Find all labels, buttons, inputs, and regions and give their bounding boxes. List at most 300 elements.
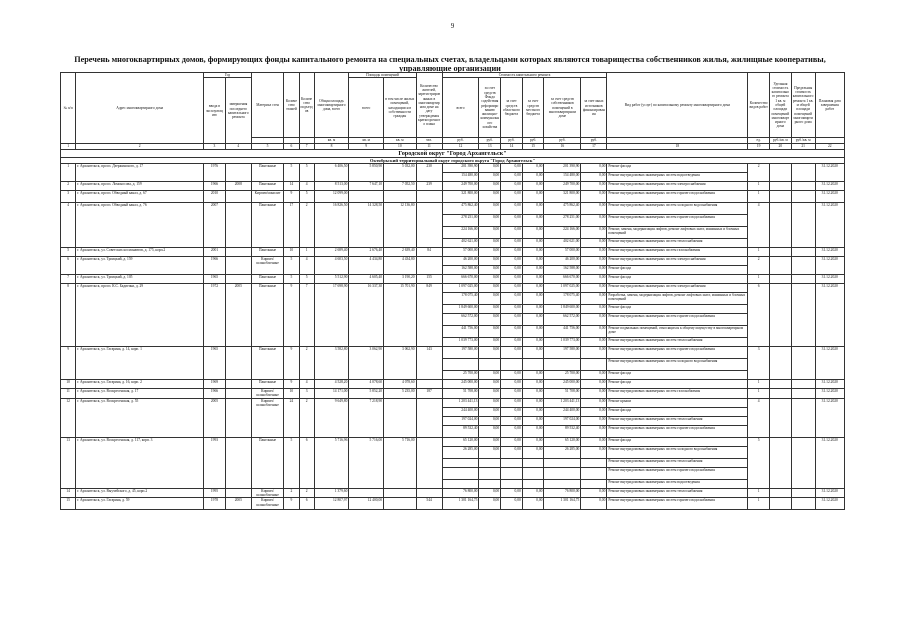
year-built-cell: 1966: [204, 389, 226, 399]
year-built-cell: 1965: [204, 275, 226, 284]
document-title: Перечень многоквартирных домов, формирующих фонды капитального ремонта на специальных счетах, владельцами которых являются товарищества собственников жилья, жилищные кооперативы, управляющие организации: [74, 55, 826, 73]
cost-owners-cell: 197 580,00: [544, 347, 581, 359]
work-type-cell: Ремонт внутридомовых инженерных систем холодного водоснабжения: [607, 203, 748, 215]
cost-regional-cell: 0,00: [501, 275, 523, 284]
residents-cell: [416, 398, 442, 437]
deadline-cell: 31.12.2020: [815, 380, 844, 389]
cost-owners-cell: 402 621,00: [544, 239, 581, 248]
address-cell: г. Архангельск, ул. Воскресенская, д. 55: [76, 398, 204, 437]
year-repair-cell: 2008: [225, 182, 251, 191]
unit-cell: руб.: [479, 138, 501, 144]
table-row: [61, 380, 845, 389]
residential-area-cell: 5 716,00: [384, 437, 417, 488]
cost-regional-cell: 0,00: [501, 314, 523, 326]
cost-fund-cell: 0,00: [479, 293, 501, 305]
year-repair-cell: [225, 164, 251, 182]
total-area-cell: 14 171,00: [314, 389, 349, 399]
work-type-cell: Ремонт внутридомовых инженерных систем электроснабжения: [607, 284, 748, 293]
premises-area-cell: 7 218,90: [349, 398, 384, 437]
unit-cost-cell: [770, 164, 792, 182]
wall-material-cell: Панельные: [251, 182, 284, 191]
cost-owners-cell: 1 849 600,00: [544, 305, 581, 314]
cost-regional-cell: 0,00: [501, 389, 523, 399]
unit-cost-cell: [770, 389, 792, 399]
cost-regional-cell: 0,00: [501, 407, 523, 416]
cost-regional-cell: 0,00: [501, 266, 523, 275]
year-built-cell: 2007: [204, 203, 226, 248]
residential-area-cell: [384, 488, 417, 498]
cost-total-cell: 249 700,00: [442, 182, 479, 191]
unit-cost-cell: [770, 380, 792, 389]
unit-cost-cell: [770, 182, 792, 191]
cost-owners-cell: 89 532,40: [544, 425, 581, 437]
unit-cell: чел.: [416, 138, 442, 144]
cost-total-cell: 197 024,00: [442, 416, 479, 425]
works-count-cell: 1: [748, 191, 770, 203]
cost-fund-cell: 0,00: [479, 407, 501, 416]
row-number: 15: [61, 498, 76, 510]
cost-total-cell: 321 800,00: [442, 191, 479, 203]
cost-other-cell: 0,00: [581, 314, 607, 326]
cost-total-cell: 57 000,00: [442, 248, 479, 257]
cost-local-cell: [522, 359, 544, 371]
column-number: 10: [384, 144, 417, 149]
table-row: [61, 389, 845, 399]
residents-cell: [416, 203, 442, 248]
cost-fund-cell: 0,00: [479, 398, 501, 407]
row-number: 8: [61, 284, 76, 347]
work-type-cell: Ремонт внутридомовых инженерных систем холодного водоснабжения: [607, 446, 748, 458]
premises-area-cell: 12 400,00: [349, 498, 384, 510]
cost-owners-cell: 224 166,00: [544, 227, 581, 239]
header-floors: Количество этажей: [284, 73, 299, 138]
cost-owners-cell: [544, 479, 581, 488]
table-row: [61, 182, 845, 191]
wall-material-cell: Панельные: [251, 284, 284, 347]
cost-total-cell: 197 580,00: [442, 347, 479, 359]
cost-total-cell: 1 849 600,00: [442, 305, 479, 314]
year-built-cell: 1995: [204, 488, 226, 498]
cost-fund-cell: 0,00: [479, 203, 501, 215]
total-area-cell: 8 513,00: [314, 182, 349, 191]
header-wall: Материал стен: [251, 73, 284, 138]
residents-cell: 143: [416, 347, 442, 380]
cost-local-cell: 0,00: [522, 398, 544, 407]
header-cost-local: за счет средств местного бюджета: [522, 78, 544, 138]
residents-cell: 84: [416, 248, 442, 257]
cost-local-cell: 0,00: [522, 164, 544, 173]
cost-owners-cell: 178 075,40: [544, 293, 581, 305]
unit-cost-cell: [770, 248, 792, 257]
wall-material-cell: Панельные: [251, 203, 284, 248]
cost-owners-cell: 76 800,00: [544, 488, 581, 498]
work-type-cell: Разработка, замена, модернизация лифтов, ремонт лифтовых шахт, машинных и блочных помещений: [607, 293, 748, 305]
year-repair-cell: [225, 389, 251, 399]
max-cost-cell: [791, 347, 815, 380]
floors-cell: 9: [284, 347, 299, 380]
residents-cell: [416, 191, 442, 203]
cost-fund-cell: 0,00: [479, 425, 501, 437]
cost-local-cell: 0,00: [522, 380, 544, 389]
total-area-cell: 3 582,80: [314, 347, 349, 380]
header-cost-fund: за счет средств Фонда содействия реформированию жилищно-коммунального хозяйства: [479, 78, 501, 138]
cost-other-cell: 0,00: [581, 284, 607, 293]
unit-cell: руб.: [544, 138, 581, 144]
cost-fund-cell: 0,00: [479, 326, 501, 338]
unit-cost-cell: [770, 191, 792, 203]
header-unit-cost: Удельная стоимость капитального ремонта 1 кв. м общей площади помещений многоквартирного дома: [770, 73, 792, 138]
header-cost-total: всего: [442, 78, 479, 138]
row-number: 5: [61, 248, 76, 257]
work-type-cell: Ремонт внутридомовых инженерных систем теплоснабжения: [607, 458, 748, 467]
cost-other-cell: 0,00: [581, 293, 607, 305]
year-repair-cell: [225, 437, 251, 488]
max-cost-cell: [791, 498, 815, 510]
cost-regional-cell: [501, 458, 523, 467]
cost-regional-cell: 0,00: [501, 488, 523, 498]
row-number: 13: [61, 437, 76, 488]
header-works-count: Количество видов работ: [748, 73, 770, 138]
cost-owners-cell: 25 700,00: [544, 371, 581, 380]
cost-owners-cell: 245 000,00: [544, 380, 581, 389]
residential-area-cell: 2 639,40: [384, 248, 417, 257]
residential-area-cell: 5 032,00: [384, 164, 417, 182]
cost-local-cell: 0,00: [522, 284, 544, 293]
table-row: [61, 284, 845, 293]
year-built-cell: 2001: [204, 248, 226, 257]
column-number: 8: [314, 144, 349, 149]
column-number: 4: [225, 144, 251, 149]
cost-other-cell: 0,00: [581, 488, 607, 498]
cost-other-cell: 0,00: [581, 173, 607, 182]
cost-regional-cell: [501, 359, 523, 371]
column-number: 5: [251, 144, 284, 149]
cost-total-cell: 224 166,00: [442, 227, 479, 239]
column-number: 14: [501, 144, 523, 149]
cost-regional-cell: 0,00: [501, 380, 523, 389]
cost-owners-cell: 278 251,00: [544, 215, 581, 227]
premises-area-cell: 14 328,50: [349, 203, 384, 248]
work-type-cell: Ремонт внутридомовых инженерных систем водоотведения: [607, 173, 748, 182]
cost-owners-cell: 1 039 773,00: [544, 338, 581, 347]
cost-owners-cell: 51 708,00: [544, 389, 581, 399]
cost-fund-cell: [479, 467, 501, 479]
total-area-cell: 4 603,50: [314, 257, 349, 275]
cost-fund-cell: 0,00: [479, 284, 501, 293]
cost-other-cell: 0,00: [581, 248, 607, 257]
cost-other-cell: 0,00: [581, 437, 607, 446]
cost-regional-cell: 0,00: [501, 203, 523, 215]
address-cell: г. Архангельск, ул. Советских космонавтов, д. 175, корп.2: [76, 248, 204, 257]
table-row: [61, 437, 845, 446]
cost-other-cell: 0,00: [581, 275, 607, 284]
cost-regional-cell: 0,00: [501, 293, 523, 305]
work-type-cell: Ремонт внутридомовых инженерных систем холодного водоснабжения: [607, 359, 748, 371]
cost-fund-cell: 0,00: [479, 488, 501, 498]
work-type-cell: Ремонт внутридомовых инженерных систем теплоснабжения: [607, 488, 748, 498]
work-type-cell: Ремонт внутридомовых инженерных систем газоснабжения: [607, 389, 748, 399]
column-number: 9: [349, 144, 384, 149]
unit-cell: руб.: [581, 138, 607, 144]
year-repair-cell: [225, 488, 251, 498]
cost-fund-cell: 0,00: [479, 446, 501, 458]
cost-total-cell: 26 285,00: [442, 446, 479, 458]
entrances-cell: 2: [299, 203, 314, 248]
wall-material-cell: Кирпич/шлакоблочные: [251, 257, 284, 275]
header-premises-total: всего: [349, 78, 384, 138]
deadline-cell: 31.12.2020: [815, 284, 844, 347]
entrances-cell: 5: [299, 275, 314, 284]
address-cell: г. Архангельск, ул. Воскресенская, д. 17: [76, 389, 204, 399]
header-year: Год: [204, 73, 252, 78]
cost-other-cell: 0,00: [581, 326, 607, 338]
column-number: 7: [299, 144, 314, 149]
header-cost-regional: за счет средств областного бюджета: [501, 78, 523, 138]
deadline-cell: 31.12.2020: [815, 347, 844, 380]
cost-regional-cell: 0,00: [501, 164, 523, 173]
works-count-cell: 6: [748, 284, 770, 347]
work-type-cell: Ремонт внутридомовых инженерных систем горячего водоснабжения: [607, 215, 748, 227]
cost-total-cell: 666 670,00: [442, 275, 479, 284]
cost-owners-cell: 1 097 025,00: [544, 284, 581, 293]
cost-owners-cell: 65 120,00: [544, 437, 581, 446]
address-cell: г. Архангельск, просп. Обводный канал, д. 76: [76, 203, 204, 248]
deadline-cell: 31.12.2020: [815, 275, 844, 284]
table-row: [61, 488, 845, 498]
work-type-cell: Ремонт внутридомовых инженерных систем теплоснабжения: [607, 416, 748, 425]
year-built-cell: 2010: [204, 191, 226, 203]
cost-regional-cell: 0,00: [501, 248, 523, 257]
work-type-cell: Ремонт внутридомовых инженерных систем газоснабжения: [607, 248, 748, 257]
residents-cell: 239: [416, 182, 442, 191]
address-cell: г. Архангельск, просп. К.С. Бадигина, д. 29: [76, 284, 204, 347]
cost-total-cell: [442, 467, 479, 479]
residential-area-cell: 5 235,00: [384, 389, 417, 399]
cost-fund-cell: 0,00: [479, 314, 501, 326]
cost-fund-cell: 0,00: [479, 416, 501, 425]
residential-area-cell: 3 190,20: [384, 275, 417, 284]
year-built-cell: 1969: [204, 380, 226, 389]
floors-cell: 9: [284, 498, 299, 510]
year-repair-cell: [225, 257, 251, 275]
cost-owners-cell: 244 400,00: [544, 407, 581, 416]
cost-other-cell: 0,00: [581, 347, 607, 359]
header-premises-area: Площадь помещений: [349, 73, 416, 78]
cost-total-cell: 475 862,40: [442, 203, 479, 215]
register-table-container: [60, 72, 845, 510]
work-type-cell: Ремонт фасада: [607, 266, 748, 275]
wall-material-cell: Кирпич/шлакоблочные: [251, 498, 284, 510]
cost-total-cell: 244 400,00: [442, 407, 479, 416]
residents-cell: 230: [416, 164, 442, 182]
address-cell: г. Архангельск, ул. Гагарина, д. 14, корп. 1: [76, 347, 204, 380]
total-area-cell: 1 379,60: [314, 488, 349, 498]
year-built-cell: 1993: [204, 437, 226, 488]
cost-total-cell: 1 039 773,00: [442, 338, 479, 347]
work-type-cell: Ремонт фасада: [607, 437, 748, 446]
max-cost-cell: [791, 380, 815, 389]
premises-area-cell: 7 647,10: [349, 182, 384, 191]
address-cell: г. Архангельск, ул. Троицкий, д. 159: [76, 257, 204, 275]
total-area-cell: 5 512,90: [314, 275, 349, 284]
address-cell: г. Архангельск, ул. Троицкий, д. 105: [76, 275, 204, 284]
work-type-cell: Ремонт, замена, модернизация лифтов, ремонт лифтовых шахт, машинных и блочных помещений: [607, 227, 748, 239]
cost-other-cell: 0,00: [581, 305, 607, 314]
cost-regional-cell: 0,00: [501, 498, 523, 510]
unit-cost-cell: [770, 347, 792, 380]
year-built-cell: 1978: [204, 498, 226, 510]
cost-other-cell: 0,00: [581, 338, 607, 347]
max-cost-cell: [791, 488, 815, 498]
cost-fund-cell: 0,00: [479, 182, 501, 191]
total-area-cell: 17 698,90: [314, 284, 349, 347]
cost-fund-cell: [479, 458, 501, 467]
work-type-cell: Ремонт внутридомовых инженерных систем водоотведения: [607, 479, 748, 488]
cost-local-cell: 0,00: [522, 338, 544, 347]
work-type-cell: Ремонт внутридомовых инженерных систем горячего водоснабжения: [607, 425, 748, 437]
cost-regional-cell: 0,00: [501, 284, 523, 293]
cost-fund-cell: 0,00: [479, 347, 501, 359]
table-row: [61, 203, 845, 215]
floors-cell: 5: [284, 437, 299, 488]
row-number: 10: [61, 380, 76, 389]
year-built-cell: 1966: [204, 182, 226, 191]
residential-area-cell: 12 136,80: [384, 203, 417, 248]
address-cell: г. Архангельск, просп. Дзержинского, д. 17: [76, 164, 204, 182]
cost-other-cell: 0,00: [581, 203, 607, 215]
unit-cost-cell: [770, 203, 792, 248]
cost-local-cell: 0,00: [522, 326, 544, 338]
cost-total-cell: 89 532,40: [442, 425, 479, 437]
cost-local-cell: 0,00: [522, 389, 544, 399]
wall-material-cell: Кирпич/шлакоблочные: [251, 389, 284, 399]
cost-owners-cell: 321 800,00: [544, 191, 581, 203]
cost-local-cell: [522, 458, 544, 467]
header-cost-owners: за счет средств собственников помещений в многоквартирном доме: [544, 78, 581, 138]
column-number: 13: [479, 144, 501, 149]
cost-regional-cell: 0,00: [501, 437, 523, 446]
cost-other-cell: 0,00: [581, 416, 607, 425]
cost-regional-cell: 0,00: [501, 257, 523, 266]
cost-fund-cell: 0,00: [479, 266, 501, 275]
year-repair-cell: [225, 191, 251, 203]
unit-cost-cell: [770, 398, 792, 437]
floors-cell: 5: [284, 275, 299, 284]
cost-fund-cell: 0,00: [479, 305, 501, 314]
deadline-cell: 31.12.2020: [815, 182, 844, 191]
floors-cell: 2: [284, 488, 299, 498]
year-repair-cell: [225, 347, 251, 380]
entrances-cell: 5: [299, 191, 314, 203]
cost-total-cell: 1 203 441,13: [442, 398, 479, 407]
cost-other-cell: 0,00: [581, 227, 607, 239]
wall-material-cell: Панельные: [251, 248, 284, 257]
total-area-cell: 6 406,50: [314, 164, 349, 182]
unit-cell: руб./кв. м: [770, 138, 792, 144]
cost-other-cell: 0,00: [581, 191, 607, 203]
cost-fund-cell: 0,00: [479, 338, 501, 347]
cost-total-cell: 1 301 164,75: [442, 498, 479, 510]
cost-local-cell: 0,00: [522, 407, 544, 416]
header-entrances: Количество подъездов: [299, 73, 314, 138]
cost-local-cell: 0,00: [522, 425, 544, 437]
wall-material-cell: Кирпич/шлакоблочные: [251, 398, 284, 437]
cost-local-cell: 0,00: [522, 498, 544, 510]
works-count-cell: 1: [748, 248, 770, 257]
residents-cell: [416, 257, 442, 275]
floors-cell: 9: [284, 191, 299, 203]
cost-local-cell: 0,00: [522, 371, 544, 380]
row-number: 3: [61, 191, 76, 203]
header-deadline: Плановая дата завершения работ: [815, 73, 844, 138]
work-type-cell: Ремонт фасада: [607, 407, 748, 416]
table-row: [61, 257, 845, 266]
cost-total-cell: 245 000,00: [442, 380, 479, 389]
unit-cost-cell: [770, 284, 792, 347]
subsection-title: Октябрьский территориальный округ городского округа "Город Архангельск": [61, 157, 845, 164]
cost-fund-cell: 0,00: [479, 191, 501, 203]
unit-cell: кв. м: [384, 138, 417, 144]
cost-regional-cell: 0,00: [501, 305, 523, 314]
deadline-cell: 31.12.2020: [815, 488, 844, 498]
address-cell: г. Архангельск, ул. Гагарина, д. 59: [76, 498, 204, 510]
table-row: [61, 164, 845, 173]
cost-fund-cell: 0,00: [479, 173, 501, 182]
deadline-cell: 31.12.2020: [815, 248, 844, 257]
header-num: № п/п: [61, 73, 76, 144]
header-works: Вид работ (услуг) по капитальному ремонту многоквартирного дома: [607, 73, 748, 138]
cost-regional-cell: 0,00: [501, 239, 523, 248]
cost-fund-cell: 0,00: [479, 227, 501, 239]
floors-cell: 10: [284, 248, 299, 257]
cost-owners-cell: 1 203 441,13: [544, 398, 581, 407]
column-number: 11: [416, 144, 442, 149]
max-cost-cell: [791, 437, 815, 488]
cost-local-cell: 0,00: [522, 182, 544, 191]
wall-material-cell: Кирпич/монолит: [251, 191, 284, 203]
unit-cell: руб./кв. м: [791, 138, 815, 144]
work-type-cell: Ремонт внутридомовых инженерных систем теплоснабжения: [607, 239, 748, 248]
works-count-cell: 3: [748, 347, 770, 380]
cost-local-cell: 0,00: [522, 191, 544, 203]
address-cell: г. Архангельск, ул. Воскресенская, д. 117, корп. 3: [76, 437, 204, 488]
work-type-cell: Ремонт внутридомовых инженерных систем горячего водоснабжения: [607, 498, 748, 510]
residential-area-cell: [384, 191, 417, 203]
cost-total-cell: 201 390,90: [442, 164, 479, 173]
column-number: 18: [607, 144, 748, 149]
entrances-cell: 6: [299, 437, 314, 488]
total-area-cell: 4 528,20: [314, 380, 349, 389]
header-cost: Стоимость капитального ремонта: [442, 73, 607, 78]
cost-local-cell: 0,00: [522, 227, 544, 239]
cost-owners-cell: 201 390,90: [544, 164, 581, 173]
max-cost-cell: [791, 389, 815, 399]
column-number: 16: [544, 144, 581, 149]
cost-other-cell: 0,00: [581, 498, 607, 510]
cost-regional-cell: 0,00: [501, 227, 523, 239]
work-type-cell: Ремонт фасада: [607, 305, 748, 314]
unit-cell: ед.: [748, 138, 770, 144]
cost-fund-cell: 0,00: [479, 257, 501, 266]
deadline-cell: 31.12.2020: [815, 389, 844, 399]
works-count-cell: 1: [748, 380, 770, 389]
wall-material-cell: Панельные: [251, 347, 284, 380]
residents-cell: 544: [416, 498, 442, 510]
table-row: [61, 275, 845, 284]
cost-local-cell: 0,00: [522, 314, 544, 326]
cost-total-cell: 46 200,00: [442, 257, 479, 266]
cost-local-cell: 0,00: [522, 275, 544, 284]
